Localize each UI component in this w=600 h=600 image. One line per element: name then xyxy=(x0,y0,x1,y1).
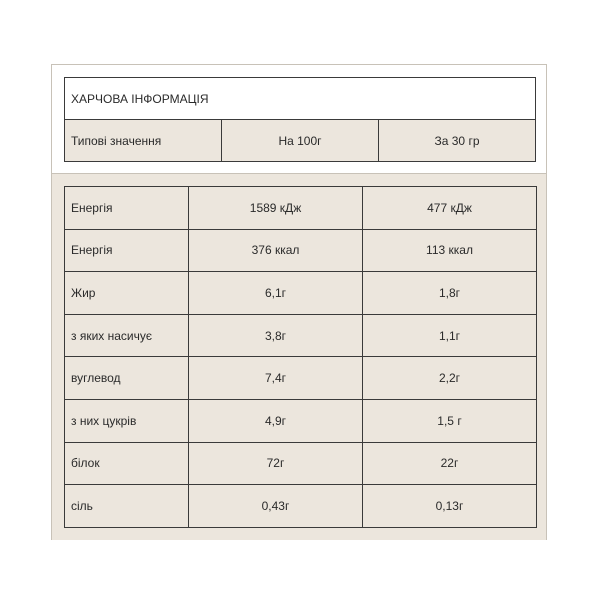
row-label: Енергія xyxy=(65,229,189,272)
table-row-saturates xyxy=(65,314,537,357)
value-per-30g: 22г xyxy=(363,442,537,485)
table-row-fat xyxy=(65,272,537,315)
table-row-salt xyxy=(65,485,537,528)
nutrition-info-panel xyxy=(51,64,547,540)
row-label: білок xyxy=(65,442,189,485)
table-row-energy-kj xyxy=(65,187,537,230)
row-label: вуглевод xyxy=(65,357,189,400)
nutrition-header-block xyxy=(52,65,546,173)
value-per-30g: 1,8г xyxy=(363,272,537,315)
value-per-100g: 6,1г xyxy=(189,272,363,315)
table-row-sugars xyxy=(65,399,537,442)
row-label: з них цукрів xyxy=(65,399,189,442)
title-row xyxy=(65,78,536,120)
column-header-per-100g: На 100г xyxy=(222,120,379,162)
value-per-30g: 477 кДж xyxy=(363,187,537,230)
value-per-30g: 2,2г xyxy=(363,357,537,400)
table-row-energy-kcal xyxy=(65,229,537,272)
value-per-30g: 113 ккал xyxy=(363,229,537,272)
value-per-100g: 72г xyxy=(189,442,363,485)
table-row-protein xyxy=(65,442,537,485)
value-per-100g: 7,4г xyxy=(189,357,363,400)
value-per-100g: 1589 кДж xyxy=(189,187,363,230)
column-header-per-30g: За 30 гр xyxy=(379,120,536,162)
value-per-30g: 1,5 г xyxy=(363,399,537,442)
value-per-30g: 0,13г xyxy=(363,485,537,528)
value-per-100g: 0,43г xyxy=(189,485,363,528)
value-per-100g: 376 ккал xyxy=(189,229,363,272)
row-label: Жир xyxy=(65,272,189,315)
value-per-100g: 3,8г xyxy=(189,314,363,357)
value-per-100g: 4,9г xyxy=(189,399,363,442)
nutrition-title: ХАРЧОВА ІНФОРМАЦІЯ xyxy=(65,78,536,120)
table-row-carbohydrate xyxy=(65,357,537,400)
nutrition-body-block xyxy=(52,173,546,540)
row-label: сіль xyxy=(65,485,189,528)
column-header-typical-values: Типові значення xyxy=(65,120,222,162)
nutrition-header-table xyxy=(64,77,536,162)
value-per-30g: 1,1г xyxy=(363,314,537,357)
row-label: Енергія xyxy=(65,187,189,230)
column-header-row xyxy=(65,120,536,162)
row-label: з яких насичує xyxy=(65,314,189,357)
nutrition-values-table xyxy=(64,186,537,528)
